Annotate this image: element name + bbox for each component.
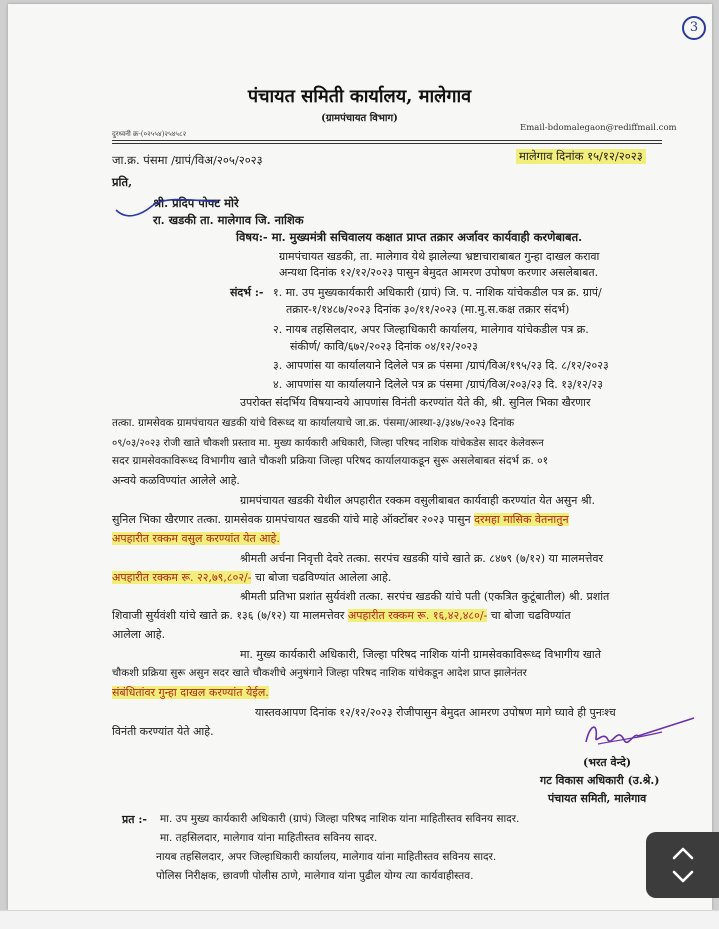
body-para-2-line-2: सुनिल भिका खैरणार तत्का. ग्रामसेवक ग्रामपंचायत खडकी यांचे माहे ऑक्टोंबर २०२३ पासुन xyxy=(112,513,475,526)
copy-recipient-4: पोलिस निरीक्षक, छावणी पोलीस ठाणे, मालेगाव यांना पुढील योग्य त्या कार्यवाहीस्तव. xyxy=(156,870,474,882)
highlight-fir: संबंधितांवर गुन्हा दाखल करण्यांत येईल. xyxy=(112,686,269,699)
body-para-1: उपरोक्त संदर्भिय विषयान्वये आपणांस विनंती करण्यांत येते की, श्री. सुनिल भिका खैरणार xyxy=(240,396,591,409)
copy-recipient-3: नायब तहसिलदार, अपर जिल्हाधिकारी कार्यालय, मालेगाव यांना माहितीस्तव सविनय सादर. xyxy=(156,851,497,863)
phone-number: दुरध्वनी क्र-(०२५५४)२५४५८२ xyxy=(112,130,187,138)
page-nav-button[interactable] xyxy=(646,832,719,898)
copy-recipient-2: मा. तहसिलदार, मालेगाव यांना माहितीस्तव सविनय सादर. xyxy=(160,832,378,844)
reference-4: ४. आपणांस या कार्यालयाने दिलेले पत्र क्र पंसमा /ग्रापं/विअ/२०३/२३ दि. १३/१२/२३ xyxy=(273,378,603,391)
reference-number: जा.क्र. पंसमा /ग्रापं/विअ/२०५/२०२३ xyxy=(112,153,263,167)
reference-1: १. मा. उप मुख्यकार्यकारी अधिकारी (ग्रापं) जि. प. नाशिक यांचेकडील पत्र क्र. ग्रापं/ xyxy=(273,286,602,299)
copies-label: प्रत :- xyxy=(122,813,147,826)
body-para-3-line-2: चा बोजा चढविण्यांत आलेला आहे. xyxy=(251,571,392,584)
body-para-5: मा. मुख्य कार्यकारी अधिकारी, जिल्हा परिषद नाशिक यांनी ग्रामसेवकाविरूध्द विभागीय खाते xyxy=(240,648,601,661)
office-subtitle: (ग्रामपंचायत विभाग) xyxy=(321,113,398,124)
body-para-1-line-2: तत्का. ग्रामसेवक ग्रामपंचायत खडकी यांचे विरूध्द या कार्यालयाचे जा.क्र. पंसमा/आस्था-३/३४७/२०२३ दिनांक xyxy=(112,417,515,429)
signatory-designation: गट विकास अधिकारी (उ.श्रे.) xyxy=(540,774,660,787)
body-para-1-line-5: अन्वये कळविण्यांत आलेले आहे. xyxy=(112,474,240,487)
reference-1-cont: तक्रार-१/१४८७/२०२३ दिनांक ३०/११/२०२३ (मा.मु.स.कक्ष तक्रार संदर्भ) xyxy=(286,303,570,316)
office-title: पंचायत समिती कार्यालय, मालेगाव xyxy=(247,86,472,107)
highlight-amount-2: अपहारीत रक्कम रू. १६,४२,४८०/- xyxy=(347,609,488,622)
signature xyxy=(578,714,698,754)
addressee-address: रा. खडकी ता. मालेगाव जि. नाशिक xyxy=(153,213,304,227)
signatory-office: पंचायत समिती, मालेगाव xyxy=(548,792,647,805)
subject-line-3: अन्यथा दिनांक १२/१२/२०२३ पासुन बेमुदत आमरण उपोषण करणार असलेबाबत. xyxy=(279,266,599,279)
references-label: संदर्भ :- xyxy=(230,286,264,299)
body-para-6: यास्तवआपण दिनांक १२/१२/२०२३ रोजीपासुन बेमुदत आमरण उपोषण मागे घ्यावे ही पुनःश्च xyxy=(255,706,616,719)
subject-line: विषय:- मा. मुख्यमंत्री सचिवालय कक्षात प्राप्त तक्रार अर्जावर कार्यवाही करणेबाबत. xyxy=(236,230,583,244)
body-para-4-line-3: आलेला आहे. xyxy=(112,628,166,641)
chevron-down-icon[interactable] xyxy=(670,869,696,885)
chevron-up-icon[interactable] xyxy=(670,845,696,861)
header-divider-2 xyxy=(112,143,662,144)
body-para-1-line-3: ०९/०३/२०२३ रोजी खाते चौकशी प्रस्ताव मा. मुख्य कार्यकारी अधिकारी, जिल्हा परिषद नाशिक यांचेकडेस सादर केलेवरून xyxy=(112,438,544,449)
viewer-bottom-bar xyxy=(0,910,719,929)
body-para-1-line-4: सदर ग्रामसेवकाविरूध्द विभागीय खाते चौकशी प्रक्रिया जिल्हा परिषद कार्यालयाकडून सुरू असलेबाबत संदर्भ क्र. ०१ xyxy=(112,455,549,467)
body-para-5-line-2: चौकशी प्रक्रिया सुरू असुन सदर खाते चौकशीचे अनुषंगाने जिल्हा परिषद नाशिक यांचेकडून आदेश प्राप्त झालेनंतर xyxy=(112,667,527,679)
reference-2-cont: संकीर्ण/ कावि/६७२/२०२३ दिनांक ०४/१२/२०२३ xyxy=(290,340,478,353)
addressee-name: श्री. प्रदिप पोपट मोरे xyxy=(153,196,239,210)
signatory-name: (भरत वेन्दे) xyxy=(583,756,632,769)
ink-underline-mark xyxy=(112,196,222,222)
subject-line-2: ग्रामपंचायत खडकी, ता. मालेगाव येथे झालेल्या भ्रष्टाचाराबाबत गुन्हा दाखल करावा xyxy=(279,250,600,263)
copy-recipient-1: मा. उप मुख्य कार्यकारी अधिकारी (ग्रापं) जिल्हा परिषद नाशिक यांना माहितीस्तव सविनय सादर. xyxy=(160,813,520,825)
highlight-salary-deduction: दरमहा मासिक वेतनातुन xyxy=(474,513,569,526)
reference-3: ३. आपणांस या कार्यालयाने दिलेले पत्र क्र पंसमा /ग्रापं/विअ/१९५/२३ दि. ८/१२/२०२३ xyxy=(273,359,609,372)
highlight-amount-1: अपहारीत रक्कम रू. २२,७९,८०२/- xyxy=(112,571,252,584)
body-para-4: श्रीमती प्रतिभा प्रशांत सुर्यवंशी तत्का. सरपंच खडकी यांचे पती (एकत्रित कुटूंबातील) श्री. प्रशांत xyxy=(240,590,610,603)
body-para-6-line-2: विनंती करण्यांत येते आहे. xyxy=(112,725,214,738)
letter-date: मालेगाव दिनांक १५/१२/२०२३ xyxy=(516,149,646,164)
body-para-4-line-2-end: चा बोजा चढविण्यांत xyxy=(487,609,571,622)
body-para-3: श्रीमती अर्चना निवृत्ती देवरे तत्का. सरपंच खडकी यांचे खाते क्र. ८४७९ (७/१२) या मालमत्तेवर xyxy=(240,552,604,565)
header-divider xyxy=(112,140,662,141)
highlight-recovery: अपहारीत रक्कम वसुल करण्यांत येत आहे. xyxy=(112,532,280,545)
reference-2: २. नायब तहसिलदार, अपर जिल्हाधिकारी कार्यालय, मालेगाव यांचेकडील पत्र क्र. xyxy=(273,323,589,336)
body-para-4-line-2: शिवाजी सुर्यवंशी यांचे खाते क्र. १३६ (७/१२) या मालमत्तेवर xyxy=(112,609,348,622)
office-email: Email-bdomalegaon@rediffmail.com xyxy=(520,123,677,133)
page-number: 3 xyxy=(682,16,706,40)
prati-label: प्रति, xyxy=(112,175,133,189)
body-para-2: ग्रामपंचायत खडकी येथील अपहारीत रक्कम वसुलीबाबत कार्यवाही करण्यांत येत असुन श्री. xyxy=(240,494,595,507)
